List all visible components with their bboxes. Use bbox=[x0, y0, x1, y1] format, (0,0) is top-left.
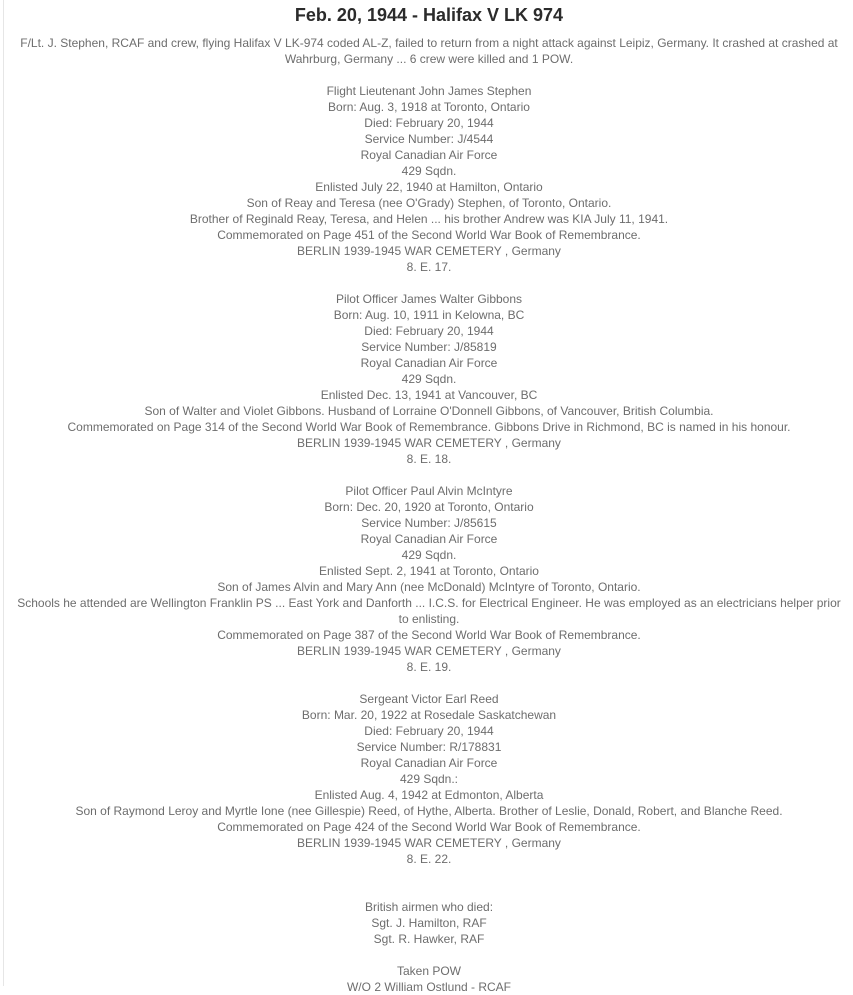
crew-cemetery: BERLIN 1939-1945 WAR CEMETERY , Germany bbox=[297, 244, 561, 258]
british-airmen-section bbox=[8, 899, 850, 947]
crew-entry-mcintyre bbox=[8, 483, 850, 675]
pow-section bbox=[8, 963, 850, 995]
crew-squadron: 429 Sqdn.: bbox=[399, 772, 459, 786]
crew-family: Son of Walter and Violet Gibbons. Husband of Lorraine O'Donnell Gibbons, of Vancouver, British Columbia. bbox=[144, 404, 714, 418]
crew-force: Royal Canadian Air Force bbox=[360, 148, 498, 162]
crew-name: Sergeant Victor Earl Reed bbox=[359, 692, 499, 706]
crew-cemetery: BERLIN 1939-1945 WAR CEMETERY , Germany bbox=[297, 836, 561, 850]
crew-grave: 8. E. 17. bbox=[406, 260, 452, 274]
crew-commemoration: Commemorated on Page 424 of the Second World War Book of Remembrance. bbox=[217, 820, 641, 834]
crew-force: Royal Canadian Air Force bbox=[360, 756, 498, 770]
crew-family: Son of Reay and Teresa (nee O'Grady) Stephen, of Toronto, Ontario. bbox=[246, 196, 612, 210]
crew-died: Died: February 20, 1944 bbox=[364, 324, 494, 338]
crew-enlisted: Enlisted Dec. 13, 1941 at Vancouver, BC bbox=[320, 388, 538, 402]
crew-born: Born: Dec. 20, 1920 at Toronto, Ontario bbox=[324, 500, 534, 514]
crew-service-number: Service Number: R/178831 bbox=[356, 740, 502, 754]
left-border bbox=[3, 0, 4, 986]
crew-enlisted: Enlisted Aug. 4, 1942 at Edmonton, Alberta bbox=[314, 788, 544, 802]
crew-service-number: Service Number: J/85819 bbox=[361, 340, 497, 354]
crew-entry-reed bbox=[8, 691, 850, 867]
pow-airman: W/O 2 William Ostlund - RCAF bbox=[346, 980, 511, 994]
crew-died: Died: February 20, 1944 bbox=[364, 116, 494, 130]
crew-cemetery: BERLIN 1939-1945 WAR CEMETERY , Germany bbox=[297, 436, 561, 450]
crew-name: Pilot Officer Paul Alvin McIntyre bbox=[345, 484, 513, 498]
crew-service-number: Service Number: J/4544 bbox=[364, 132, 494, 146]
crew-squadron: 429 Sqdn. bbox=[401, 164, 457, 178]
crew-family: Son of James Alvin and Mary Ann (nee McDonald) McIntyre of Toronto, Ontario. bbox=[217, 580, 641, 594]
crew-name: Pilot Officer James Walter Gibbons bbox=[335, 292, 523, 306]
crew-squadron: 429 Sqdn. bbox=[401, 372, 457, 386]
crew-entry-gibbons bbox=[8, 291, 850, 467]
crew-family: Son of Raymond Leroy and Myrtle Ione (nee Gillespie) Reed, of Hythe, Alberta. Brother of Leslie, Donald, Robert, and Blanche Reed. bbox=[75, 804, 783, 818]
british-airmen-heading: British airmen who died: bbox=[364, 900, 494, 914]
british-airman: Sgt. J. Hamilton, RAF bbox=[371, 916, 487, 930]
crew-force: Royal Canadian Air Force bbox=[360, 356, 498, 370]
crew-force: Royal Canadian Air Force bbox=[360, 532, 498, 546]
pow-heading: Taken POW bbox=[396, 964, 462, 978]
crew-family-note: Brother of Reginald Reay, Teresa, and Helen ... his brother Andrew was KIA July 11, 1941. bbox=[189, 212, 669, 226]
crew-education: Schools he attended are Wellington Franklin PS ... East York and Danforth ... I.C.S. for Electrical Engineer. He was employed as an electricians helper prior to enlisting. bbox=[17, 596, 841, 626]
crew-squadron: 429 Sqdn. bbox=[401, 548, 457, 562]
crew-enlisted: Enlisted July 22, 1940 at Hamilton, Ontario bbox=[315, 180, 543, 194]
crew-born: Born: Aug. 10, 1911 in Kelowna, BC bbox=[333, 308, 525, 322]
memorial-page bbox=[8, 0, 850, 995]
crew-commemoration: Commemorated on Page 387 of the Second World War Book of Remembrance. bbox=[217, 628, 641, 642]
crew-died: Died: February 20, 1944 bbox=[364, 724, 494, 738]
crew-entry-stephen bbox=[8, 83, 850, 275]
page-title: Feb. 20, 1944 - Halifax V LK 974 bbox=[294, 5, 564, 25]
crew-born: Born: Aug. 3, 1918 at Toronto, Ontario bbox=[328, 100, 530, 114]
crew-service-number: Service Number: J/85615 bbox=[361, 516, 497, 530]
crew-grave: 8. E. 19. bbox=[406, 660, 452, 674]
crew-enlisted: Enlisted Sept. 2, 1941 at Toronto, Ontario bbox=[319, 564, 539, 578]
crew-commemoration: Commemorated on Page 314 of the Second World War Book of Remembrance. Gibbons Drive in Richmond, BC is named in his honour. bbox=[67, 420, 791, 434]
crew-grave: 8. E. 22. bbox=[406, 852, 452, 866]
crew-born: Born: Mar. 20, 1922 at Rosedale Saskatchewan bbox=[301, 708, 557, 722]
intro-paragraph: F/Lt. J. Stephen, RCAF and crew, flying Halifax V LK-974 coded AL-Z, failed to return from a night attack against Leipiz, Germany. It crashed at crashed at Wahrburg, Germany ... 6 crew were killed and 1 POW. bbox=[20, 36, 838, 66]
crew-grave: 8. E. 18. bbox=[406, 452, 452, 466]
crew-cemetery: BERLIN 1939-1945 WAR CEMETERY , Germany bbox=[297, 644, 561, 658]
crew-name: Flight Lieutenant John James Stephen bbox=[326, 84, 532, 98]
crew-commemoration: Commemorated on Page 451 of the Second World War Book of Remembrance. bbox=[217, 228, 641, 242]
british-airman: Sgt. R. Hawker, RAF bbox=[373, 932, 485, 946]
